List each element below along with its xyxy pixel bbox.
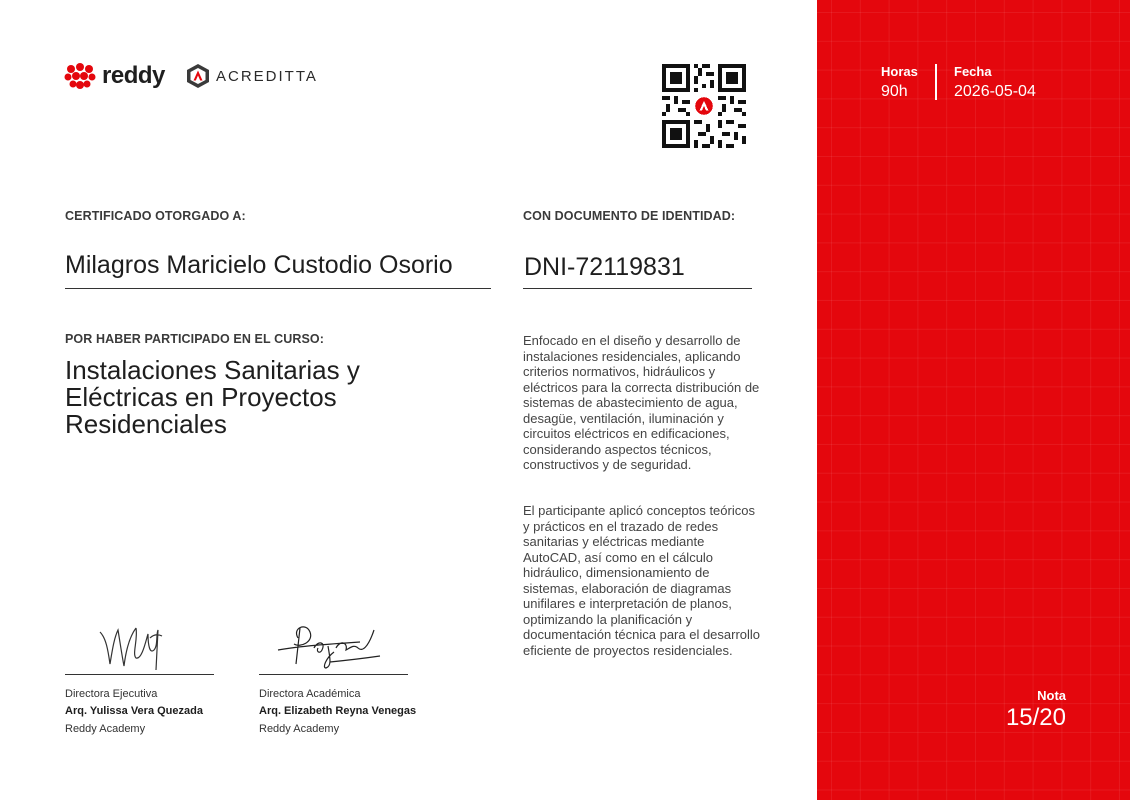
course-description-2: El participante aplicó conceptos teóricos y prácticos en el trazado de redes sanitarias y eléctricas mediante AutoCAD, así como en el cálculo hidráulico, dimensionamiento de sistemas, elaboración de diagramas unifilares e interpretación de planos, optimizando la planificación y documentación técnica para el desarrollo eficiente de proyectos residenciales.	[523, 503, 761, 658]
signatory-role-1: Directora Ejecutiva	[65, 688, 158, 700]
reddy-logo	[64, 62, 165, 90]
id-label: CON DOCUMENTO DE IDENTIDAD:	[523, 209, 736, 223]
acreditta-logo-text: ACREDITTA	[216, 67, 318, 85]
signature-executive-director	[92, 620, 242, 675]
date-label: Fecha	[954, 64, 992, 79]
signature-line-2	[259, 674, 408, 675]
qr-code-icon[interactable]	[662, 64, 746, 148]
hours-label: Horas	[881, 64, 918, 79]
course-description-1: Enfocado en el diseño y desarrollo de instalaciones residenciales, aplicando criterios normativos, hidráulicos y eléctricos para la correcta distribución de sistemas de abastecimiento de agua, desagüe, ventilación, iluminación y circuitos eléctricos en edificaciones, considerando aspectos técnicos, constructivos y de seguridad.	[523, 333, 760, 472]
side-divider	[935, 64, 937, 100]
id-value: DNI-72119831	[524, 253, 685, 281]
course-label: POR HABER PARTICIPADO EN EL CURSO:	[65, 332, 324, 346]
signatory-org-1: Reddy Academy	[65, 723, 146, 735]
awarded-to-label: CERTIFICADO OTORGADO A:	[65, 209, 246, 223]
grade-value: 15/20	[1005, 704, 1066, 731]
signature-line-1	[65, 674, 214, 675]
recipient-name: Milagros Maricielo Custodio Osorio	[65, 251, 453, 279]
reddy-logo-text: reddy	[102, 62, 165, 89]
course-title: Instalaciones Sanitarias y Eléctricas en Proyectos Residenciales	[65, 355, 360, 439]
hours-value: 90h	[881, 83, 908, 100]
signature-academic-director	[270, 618, 420, 673]
grade-label: Nota	[1037, 688, 1066, 703]
reddy-logo-icon	[64, 62, 96, 90]
date-value: 2026-05-04	[954, 83, 1036, 100]
acreditta-logo	[186, 63, 318, 89]
certificate-side-panel	[817, 0, 1130, 800]
recipient-name-underline	[65, 288, 491, 289]
signatory-role-2: Directora Académica	[259, 688, 361, 700]
id-underline	[523, 288, 752, 289]
signatory-name-2: Arq. Elizabeth Reyna Venegas	[259, 705, 417, 717]
signatory-org-2: Reddy Academy	[259, 723, 340, 735]
signatory-name-1: Arq. Yulissa Vera Quezada	[65, 705, 203, 717]
acreditta-logo-icon	[186, 63, 210, 89]
